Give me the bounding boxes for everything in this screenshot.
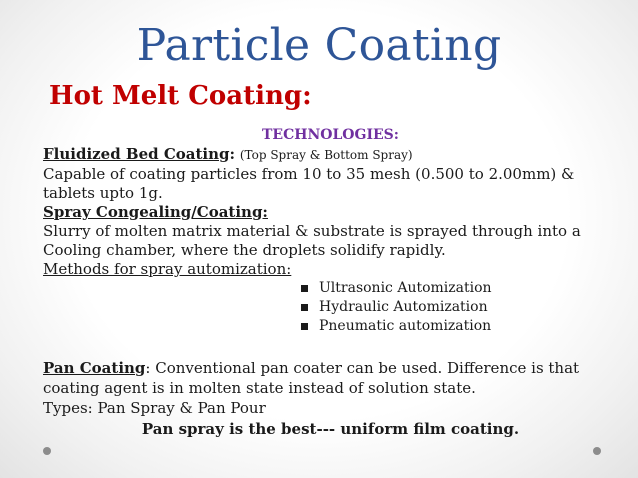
spray-methods-list <box>43 279 618 336</box>
list-item <box>300 298 618 317</box>
square-bullet-icon <box>301 323 308 330</box>
slide-title: Particle Coating <box>136 20 502 71</box>
spray-text-2: Cooling chamber, where the droplets solidify rapidly. <box>43 241 446 259</box>
spacer <box>43 336 618 358</box>
fluidized-text-2: tablets upto 1g. <box>43 184 163 202</box>
method-label: Hydraulic Automization <box>319 299 488 315</box>
square-bullet-icon <box>301 285 308 292</box>
pan-section <box>43 358 618 439</box>
method-label: Ultrasonic Automization <box>319 280 492 296</box>
fluidized-note: (Top Spray & Bottom Spray) <box>239 148 413 162</box>
square-bullet-icon <box>301 304 308 311</box>
method-label: Pneumatic automization <box>319 318 492 334</box>
technologies-heading: TECHNOLOGIES: <box>262 127 399 143</box>
spray-methods-label: Methods for spray automization: <box>43 260 292 278</box>
fluidized-heading-line <box>43 145 618 165</box>
list-item <box>300 279 618 298</box>
fluidized-colon: : <box>229 145 236 163</box>
spray-heading: Spray Congealing/Coating: <box>43 203 268 221</box>
fluidized-text-1: Capable of coating particles from 10 to 35 mesh (0.500 to 2.00mm) & <box>43 165 575 183</box>
list-item <box>300 317 618 336</box>
spray-text-1: Slurry of molten matrix material & substrate is sprayed through into a <box>43 222 581 240</box>
pan-heading: Pan Coating <box>43 359 146 377</box>
right-dot-icon <box>593 447 601 455</box>
pan-line-1 <box>43 358 618 378</box>
pan-types: Types: Pan Spray & Pan Pour <box>43 399 266 417</box>
fluidized-heading: Fluidized Bed Coating <box>43 145 230 163</box>
slide-subtitle: Hot Melt Coating: <box>49 81 312 111</box>
slide-body <box>43 122 618 439</box>
pan-conclusion: Pan spray is the best--- uniform film coating. <box>141 420 520 438</box>
pan-text-1: : Conventional pan coater can be used. Difference is that <box>145 359 580 377</box>
pan-text-2: coating agent is in molten state instead of solution state. <box>43 379 476 397</box>
left-dot-icon <box>43 447 51 455</box>
